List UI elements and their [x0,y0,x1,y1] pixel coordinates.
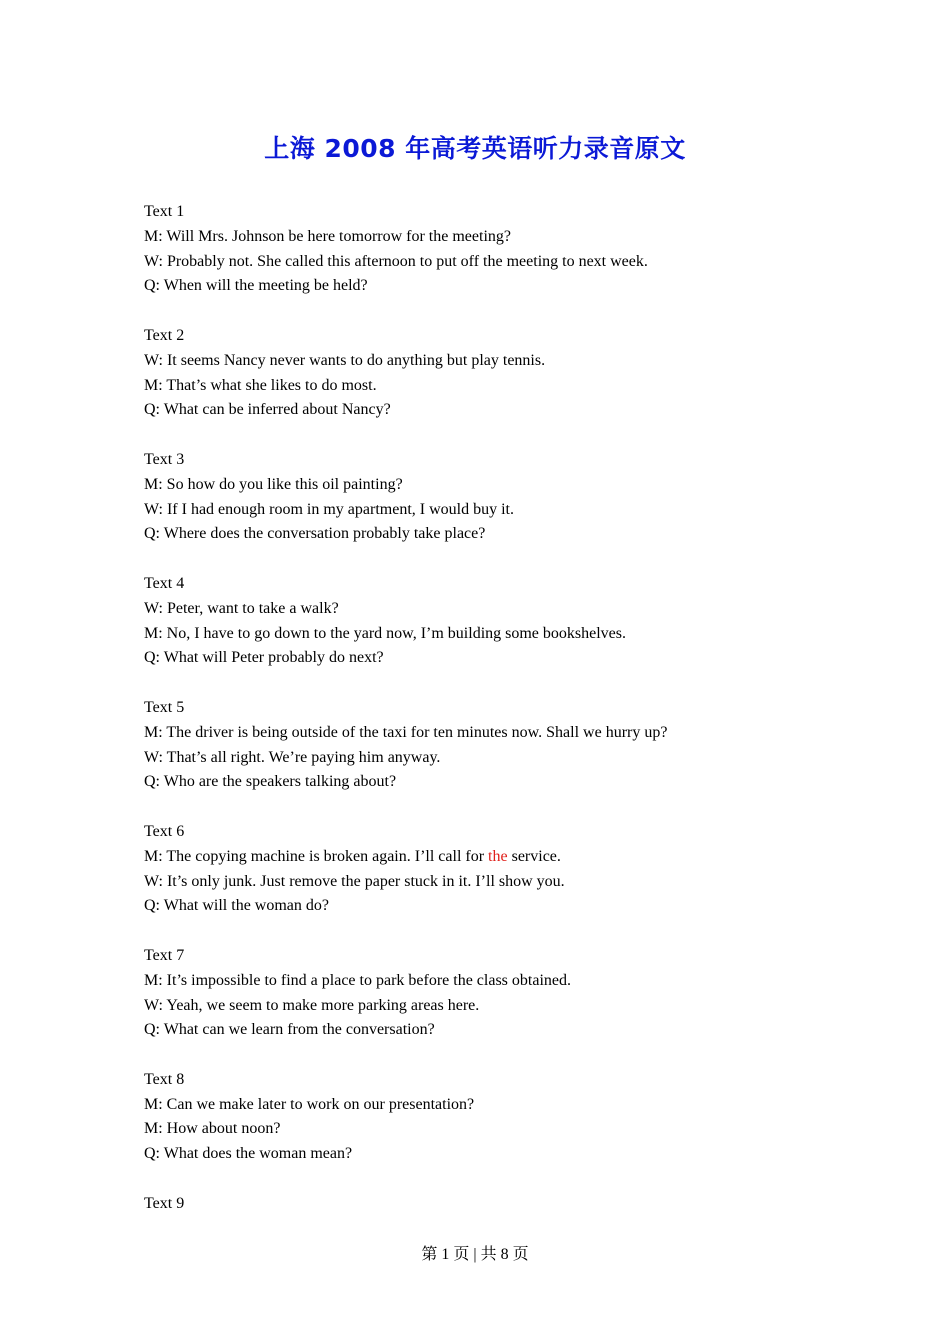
highlighted-word: the [488,847,508,865]
text-section-4 [144,572,844,671]
dialogue-line: M: That’s what she likes to do most. [144,376,377,394]
text-section-9 [144,1192,844,1217]
section-heading: Text 2 [144,326,185,344]
dialogue-line: W: It’s only junk. Just remove the paper stuck in it. I’ll show you. [144,872,565,890]
section-heading: Text 5 [144,698,185,716]
dialogue-line [144,845,844,870]
section-heading: Text 6 [144,822,185,840]
text-section-5 [144,696,844,795]
dialogue-line: W: That’s all right. We’re paying him anyway. [144,748,441,766]
section-heading: Text 3 [144,450,185,468]
dialogue-line: W: Peter, want to take a walk? [144,599,339,617]
question-line: Q: What will the woman do? [144,897,329,915]
section-heading: Text 7 [144,946,185,964]
dialogue-line: M: It’s impossible to find a place to park before the class obtained. [144,971,571,989]
question-line: Q: What does the woman mean? [144,1145,353,1163]
question-line: Q: Who are the speakers talking about? [144,773,397,791]
section-heading: Text 8 [144,1070,185,1088]
dialogue-line: W: It seems Nancy never wants to do anything but play tennis. [144,351,546,369]
dialogue-line: M: No, I have to go down to the yard now, I’m building some bookshelves. [144,624,627,642]
dialogue-line: M: The driver is being outside of the taxi for ten minutes now. Shall we hurry up? [144,723,668,741]
text-section-1 [144,200,844,299]
text-section-7 [144,944,844,1043]
dialogue-line: W: If I had enough room in my apartment, I would buy it. [144,500,514,518]
text-section-8 [144,1068,844,1167]
question-line: Q: When will the meeting be held? [144,277,368,295]
dialogue-line: W: Yeah, we seem to make more parking areas here. [144,996,480,1014]
section-heading: Text 4 [144,574,185,592]
document-body [144,200,844,1241]
dialogue-text: M: The copying machine is broken again. I’ll call for [144,847,489,865]
page-footer: 第 1 页 | 共 8 页 [421,1246,529,1263]
question-line: Q: Where does the conversation probably take place? [144,525,486,543]
section-heading: Text 1 [144,203,185,220]
section-heading: Text 9 [144,1194,185,1212]
question-line: Q: What can be inferred about Nancy? [144,401,391,419]
dialogue-line: M: Will Mrs. Johnson be here tomorrow for the meeting? [144,227,511,245]
question-line: Q: What will Peter probably do next? [144,649,384,667]
dialogue-line: M: Can we make later to work on our presentation? [144,1095,475,1113]
dialogue-text: service. [507,847,561,865]
dialogue-line: W: Probably not. She called this afternoon to put off the meeting to next week. [144,252,648,270]
question-line: Q: What can we learn from the conversation? [144,1021,435,1039]
text-section-3 [144,448,844,547]
page-title: 上海 2008 年高考英语听力录音原文 [264,134,686,163]
dialogue-line: M: How about noon? [144,1120,281,1138]
text-section-6 [144,820,844,919]
dialogue-line: M: So how do you like this oil painting? [144,475,403,493]
text-section-2 [144,324,844,423]
